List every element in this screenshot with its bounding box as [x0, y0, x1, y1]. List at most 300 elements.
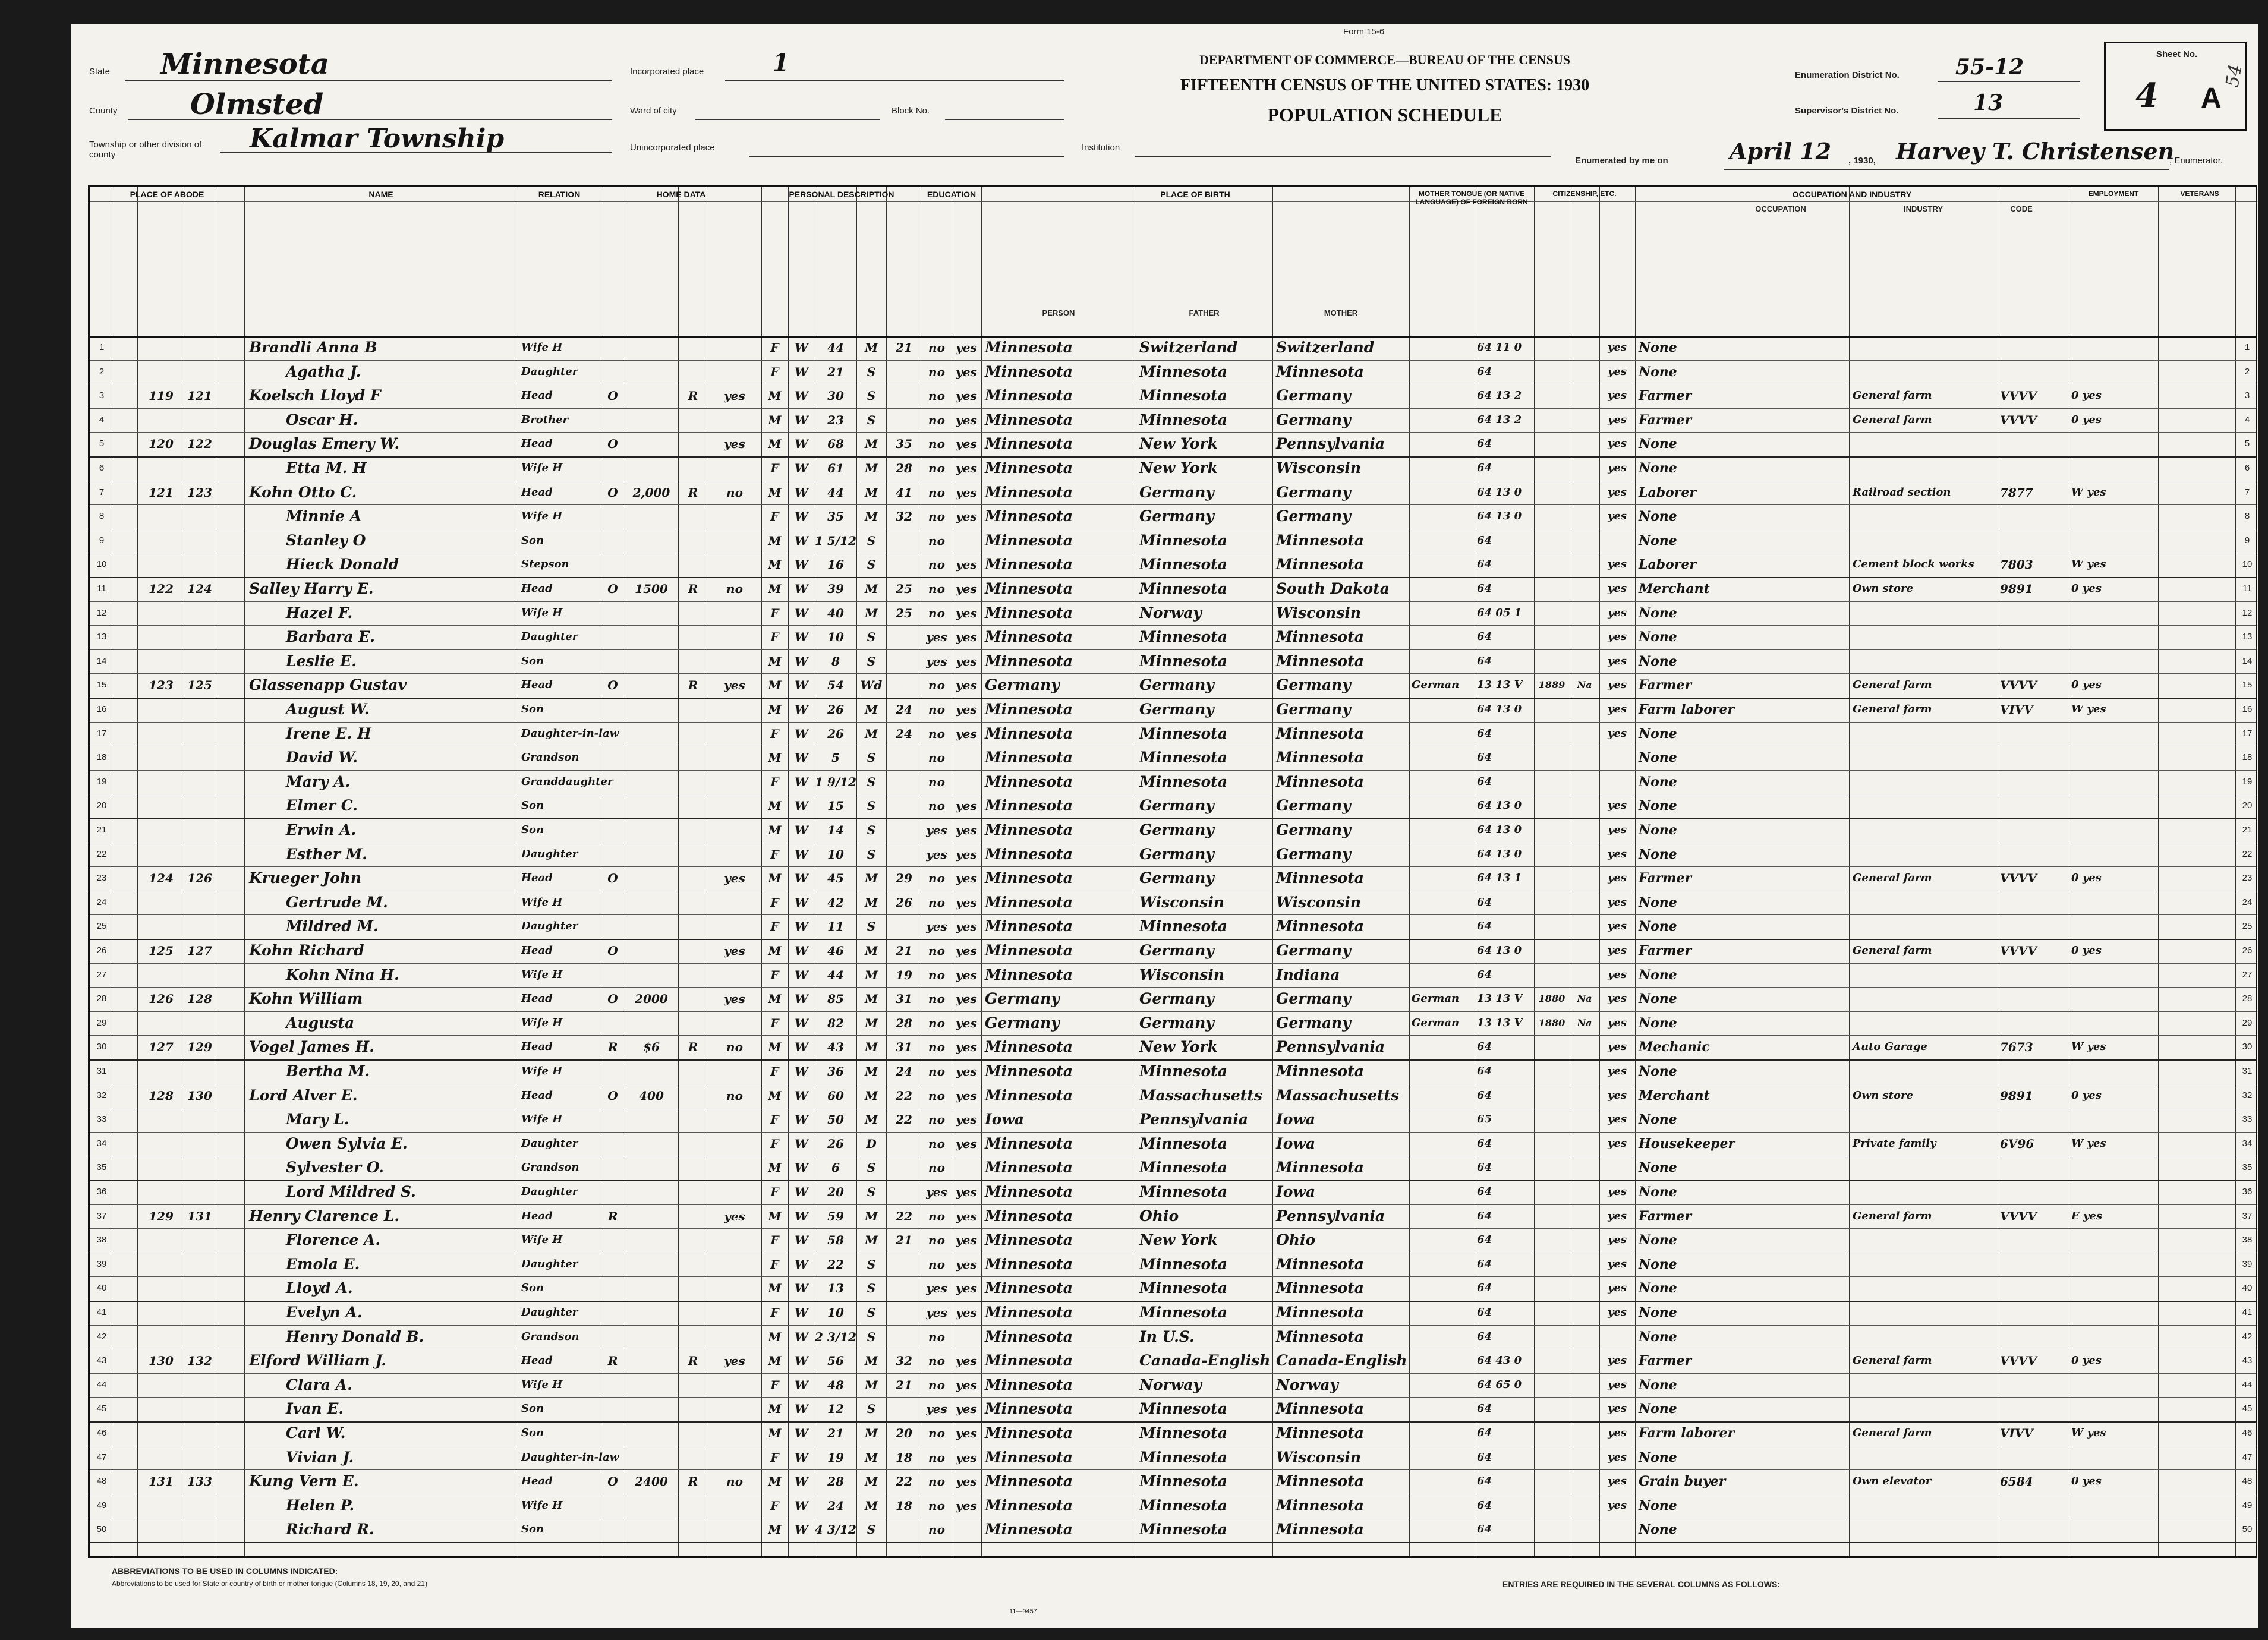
cell-rd: yes — [956, 1015, 977, 1030]
cell-n: 16 — [96, 704, 107, 714]
cell-rd: yes — [956, 605, 977, 620]
cell-sex: M — [768, 678, 782, 693]
cell-sch: no — [928, 557, 945, 572]
cell-mar: M — [864, 1209, 878, 1223]
cell-race: W — [795, 485, 808, 500]
cell-sch: no — [928, 1015, 945, 1030]
cell-code: 64 43 0 — [1477, 1354, 1522, 1367]
census-sheet — [71, 24, 2258, 1628]
cell-emp: 0 yes — [2071, 1475, 2102, 1488]
cell-sch: no — [928, 1209, 945, 1223]
stamp-number: 54 — [2222, 62, 2247, 89]
cell-mar: D — [866, 1136, 877, 1151]
cell-rd: yes — [956, 485, 977, 500]
cell-line-number-right: 46 — [2242, 1428, 2253, 1438]
cell-pb: Minnesota — [985, 556, 1073, 573]
cell-sex: M — [768, 1281, 782, 1296]
cell-rd: yes — [956, 895, 977, 910]
cell-code: 64 — [1477, 1475, 1492, 1488]
cell-eng: yes — [1607, 1427, 1627, 1439]
cell-mb: Minnesota — [1276, 749, 1364, 767]
cell-rd: yes — [956, 1064, 977, 1078]
group-mother-tongue: MOTHER TONGUE (OR NATIVE LANGUAGE) OF FOREIGN BORN — [1415, 190, 1528, 206]
cell-occ: None — [1639, 894, 1677, 910]
cell-code: 64 — [1477, 1402, 1492, 1415]
cell-mb: Germany — [1276, 797, 1351, 815]
cell-rel: Head — [521, 1475, 553, 1488]
cell-pb: Minnesota — [985, 1327, 1073, 1345]
cell-age: 42 — [827, 895, 844, 910]
cell-line-number-right: 9 — [2244, 535, 2250, 545]
group-place-of-abode: PLACE OF ABODE — [130, 190, 204, 199]
cell-emp: 0 yes — [2071, 1354, 2102, 1367]
cell-nat: Na — [1577, 1017, 1592, 1029]
cell-farm: no — [726, 485, 743, 500]
abbr-title: ABBREVIATIONS TO BE USED IN COLUMNS INDICATED: — [112, 1566, 338, 1576]
cell-age: 10 — [827, 1305, 844, 1320]
cell-race: W — [795, 1329, 808, 1344]
cell-n: 10 — [96, 559, 107, 570]
row-divider — [90, 1542, 2256, 1543]
ward-label: Ward of city — [630, 106, 677, 116]
cell-mb: Minnesota — [1276, 652, 1364, 670]
cell-sch: no — [928, 1112, 945, 1127]
cell-occ: None — [1639, 1497, 1677, 1513]
cell-emp: W yes — [2071, 485, 2106, 499]
cell-pb: Minnesota — [985, 1496, 1073, 1514]
cell-agem: 25 — [896, 582, 912, 596]
cell-emp: 0 yes — [2071, 1089, 2102, 1102]
cell-mb: South Dakota — [1276, 580, 1390, 597]
cell-code: 64 — [1477, 534, 1492, 547]
cell-agem: 18 — [896, 1450, 912, 1465]
cell-sex: F — [770, 509, 779, 524]
cell-mar: M — [864, 1498, 878, 1513]
table-row — [90, 818, 2256, 843]
cell-agem: 28 — [896, 1015, 912, 1030]
cell-code: 64 13 1 — [1477, 872, 1522, 885]
cell-rd: yes — [956, 799, 977, 813]
table-row — [90, 481, 2256, 505]
entries-title: ENTRIES ARE REQUIRED IN THE SEVERAL COLUMNS AS FOLLOWS: — [1502, 1579, 1780, 1589]
cell-code: 64 — [1477, 775, 1492, 788]
cell-age: 4 3/12 — [815, 1522, 856, 1537]
cell-race: W — [795, 1354, 808, 1368]
cell-name: Mildred M. — [286, 917, 379, 935]
group-divider — [90, 201, 2256, 202]
cell-n: 19 — [96, 776, 107, 787]
cell-occ: None — [1639, 798, 1677, 814]
cell-pb: Minnesota — [985, 1472, 1073, 1490]
cell-code: 64 — [1477, 1427, 1492, 1439]
cell-race: W — [795, 1426, 808, 1440]
cell-emp: 0 yes — [2071, 582, 2102, 595]
cell-sex: M — [768, 1209, 782, 1223]
cell-mar: M — [864, 1426, 878, 1440]
cell-ind: General farm — [1853, 389, 1932, 402]
township-value: Kalmar Township — [250, 124, 505, 154]
table-row — [90, 770, 2256, 794]
cell-eng: yes — [1607, 1065, 1627, 1077]
cell-eng: yes — [1607, 1016, 1627, 1029]
cell-own: O — [607, 1088, 618, 1103]
cell-dw: 121 — [149, 485, 174, 500]
cell-age: 1 9/12 — [815, 774, 856, 789]
cell-agem: 19 — [896, 967, 912, 982]
cell-sch: no — [928, 895, 945, 910]
cell-occ: None — [1639, 1015, 1677, 1031]
cell-rel: Brother — [521, 413, 569, 426]
cell-own: O — [607, 437, 618, 452]
cell-rd: yes — [956, 847, 977, 862]
cell-age: 13 — [827, 1281, 844, 1296]
cell-mb: Germany — [1276, 821, 1351, 838]
table-row — [90, 1132, 2256, 1156]
cell-eng: yes — [1607, 1282, 1627, 1295]
cell-mar: M — [864, 895, 878, 910]
cell-mb: Switzerland — [1276, 339, 1375, 356]
cell-mar: S — [867, 1185, 876, 1199]
cell-line-number-right: 38 — [2242, 1235, 2253, 1245]
cell-rd: yes — [956, 1354, 977, 1368]
cell-code: 64 — [1477, 1523, 1492, 1536]
cell-pb: Minnesota — [985, 1255, 1073, 1273]
cell-code: 64 13 0 — [1477, 510, 1522, 523]
cell-rel: Head — [521, 1040, 553, 1054]
cell-age: 12 — [827, 1402, 844, 1417]
cell-pb: Iowa — [985, 1111, 1025, 1128]
cell-sex: M — [768, 582, 782, 596]
cell-occ: Farmer — [1639, 871, 1692, 887]
cell-n: 37 — [96, 1210, 107, 1221]
cell-fb: Minnesota — [1139, 362, 1227, 380]
cell-rel: Wife H — [521, 341, 563, 354]
cell-mar: S — [867, 774, 876, 789]
cell-rel: Grandson — [521, 1330, 579, 1343]
cell-age: 6 — [831, 1160, 840, 1175]
cell-name: Clara A. — [286, 1376, 352, 1393]
cell-n: 5 — [99, 439, 105, 449]
cell-sch: no — [928, 605, 945, 620]
cell-line-number-right: 27 — [2242, 969, 2253, 980]
cell-n: 32 — [96, 1090, 107, 1100]
cell-sch: no — [928, 774, 945, 789]
cell-line-number-right: 16 — [2242, 704, 2253, 714]
cell-rd: yes — [956, 1257, 977, 1272]
cell-fb: Germany — [1139, 1014, 1214, 1032]
table-row — [90, 1011, 2256, 1036]
cell-line-number-right: 26 — [2242, 945, 2253, 955]
cell-sex: M — [768, 1402, 782, 1417]
cell-age: 59 — [827, 1209, 844, 1223]
cell-line-number-right: 45 — [2242, 1404, 2253, 1414]
cell-farm: yes — [724, 871, 745, 886]
cell-own: O — [607, 992, 618, 1007]
cell-race: W — [795, 799, 808, 813]
cell-farm: no — [726, 1040, 743, 1055]
cell-rel: Stepson — [521, 558, 569, 571]
cell-sex: M — [768, 702, 782, 717]
cell-mb: Minnesota — [1276, 556, 1364, 573]
table-row — [90, 456, 2256, 481]
cell-sex: F — [770, 919, 779, 934]
cell-rel: Wife H — [521, 510, 563, 523]
cell-rd: yes — [956, 1136, 977, 1151]
cell-n: 49 — [96, 1500, 107, 1510]
cell-code: 64 — [1477, 582, 1492, 595]
cell-line-number-right: 13 — [2242, 632, 2253, 642]
cell-age: 35 — [827, 509, 844, 524]
cell-sex: M — [768, 412, 782, 427]
cell-sch: no — [928, 1040, 945, 1055]
cell-dw: 130 — [149, 1354, 174, 1368]
cell-sex: M — [768, 557, 782, 572]
cell-code: 64 13 0 — [1477, 703, 1522, 715]
cell-code: 64 — [1477, 727, 1492, 740]
cell-line-number-right: 5 — [2244, 439, 2250, 449]
cell-mar: S — [867, 654, 876, 668]
cell-sex: M — [768, 654, 782, 668]
cell-code: 64 — [1477, 1257, 1492, 1270]
cell-own: O — [607, 389, 618, 403]
cell-code: 64 — [1477, 1185, 1492, 1198]
cell-code: 64 13 2 — [1477, 413, 1522, 426]
cell-fb: Germany — [1139, 942, 1214, 959]
cell-sch: no — [928, 1136, 945, 1151]
cell-mb: Germany — [1276, 1014, 1351, 1032]
cell-occ: Farmer — [1639, 412, 1692, 428]
table-row — [90, 963, 2256, 988]
cell-eng: yes — [1607, 920, 1627, 933]
enumerated-label: Enumerated by me on — [1575, 156, 1668, 166]
cell-name: Glassenapp Gustav — [249, 676, 407, 694]
cell-oc: 7803 — [2000, 557, 2033, 572]
cell-mb: Canada-English — [1276, 1352, 1407, 1370]
table-row — [90, 360, 2256, 384]
cell-sch: yes — [926, 847, 947, 862]
table-row — [90, 722, 2256, 746]
cell-eng: yes — [1607, 510, 1627, 523]
cell-race: W — [795, 1281, 808, 1296]
cell-mar: M — [864, 582, 878, 596]
cell-mb: Germany — [1276, 701, 1351, 718]
cell-oc: VVVV — [2000, 1354, 2037, 1368]
table-row — [90, 891, 2256, 915]
cell-age: 19 — [827, 1450, 844, 1465]
cell-mar: Wd — [860, 678, 883, 693]
table-row — [90, 649, 2256, 674]
cell-eng: yes — [1607, 1306, 1627, 1319]
cell-age: 28 — [827, 1474, 844, 1489]
cell-line-number-right: 34 — [2242, 1138, 2253, 1149]
cell-occ: None — [1639, 726, 1677, 742]
cell-code: 64 — [1477, 654, 1492, 667]
group-name: NAME — [368, 190, 393, 199]
group-employment: EMPLOYMENT — [2088, 190, 2139, 198]
cell-age: 43 — [827, 1040, 844, 1055]
cell-sch: no — [928, 944, 945, 958]
cell-pb: Minnesota — [985, 1038, 1073, 1056]
cell-occ: None — [1639, 822, 1677, 838]
cell-name: Vivian J. — [286, 1448, 354, 1466]
cell-ind: Own elevator — [1853, 1475, 1932, 1488]
cell-rel: Head — [521, 872, 553, 885]
cell-line-number-right: 4 — [2244, 414, 2250, 425]
cell-rel: Son — [521, 1523, 544, 1536]
cell-pb: Minnesota — [985, 483, 1073, 501]
cell-mar: M — [864, 1064, 878, 1078]
cell-race: W — [795, 630, 808, 645]
cell-sex: M — [768, 1160, 782, 1175]
institution-line — [1135, 156, 1551, 157]
cell-mar: M — [864, 967, 878, 982]
cell-occ: None — [1639, 774, 1677, 790]
table-row — [90, 1204, 2256, 1229]
cell-ind: Cement block works — [1853, 558, 1974, 571]
cell-emp: 0 yes — [2071, 389, 2102, 402]
cell-eng: yes — [1607, 727, 1627, 740]
group-home-data: HOME DATA — [656, 190, 706, 199]
cell-mar: M — [864, 1088, 878, 1103]
cell-sex: M — [768, 1354, 782, 1368]
table-row — [90, 529, 2256, 553]
cell-n: 15 — [96, 680, 107, 690]
cell-line-number-right: 19 — [2242, 776, 2253, 787]
table-row — [90, 1421, 2256, 1446]
cell-fb: Pennsylvania — [1139, 1111, 1249, 1128]
cell-code: 64 — [1477, 1499, 1492, 1512]
cell-age: 40 — [827, 605, 844, 620]
cell-sex: F — [770, 340, 779, 355]
cell-race: W — [795, 509, 808, 524]
cell-sex: F — [770, 1185, 779, 1199]
cell-n: 45 — [96, 1404, 107, 1414]
cell-race: W — [795, 1185, 808, 1199]
cell-mb: Wisconsin — [1276, 1448, 1362, 1466]
cell-rd: yes — [956, 389, 977, 403]
cell-n: 38 — [96, 1235, 107, 1245]
cell-eng: yes — [1607, 847, 1627, 860]
cell-fb: Minnesota — [1139, 1062, 1227, 1080]
cell-eng: yes — [1607, 654, 1627, 667]
cell-pb: Minnesota — [985, 724, 1073, 742]
department-title: DEPARTMENT OF COMMERCE—BUREAU OF THE CENSUS — [1199, 52, 1571, 67]
sheet-side: A — [2201, 83, 2222, 114]
table-row — [90, 673, 2256, 698]
cell-sex: M — [768, 1088, 782, 1103]
cell-radio: R — [688, 1474, 698, 1489]
cell-name: Hazel F. — [286, 604, 353, 622]
cell-sch: no — [928, 726, 945, 741]
block-label: Block No. — [892, 106, 930, 116]
cell-sch: no — [928, 1498, 945, 1513]
cell-sex: F — [770, 1450, 779, 1465]
unincorporated-label: Unincorporated place — [630, 143, 715, 153]
cell-pb: Minnesota — [985, 387, 1073, 405]
supervisor-label: Supervisor's District No. — [1795, 106, 1899, 116]
cell-rel: Wife H — [521, 606, 563, 619]
cell-sch: no — [928, 437, 945, 452]
cell-rd: yes — [956, 678, 977, 693]
cell-sch: no — [928, 1474, 945, 1489]
colhead-person: PERSON — [1042, 308, 1075, 317]
cell-pb: Minnesota — [985, 604, 1073, 622]
cell-race: W — [795, 774, 808, 789]
cell-n: 20 — [96, 800, 107, 811]
form-number: Form 15-6 — [1343, 27, 1385, 37]
cell-occ: Grain buyer — [1639, 1474, 1726, 1490]
cell-mb: Iowa — [1276, 1111, 1316, 1128]
cell-name: Kohn Otto C. — [249, 483, 357, 501]
cell-agem: 28 — [896, 461, 912, 475]
cell-mar: S — [867, 1402, 876, 1417]
cell-tongue: German — [1412, 992, 1460, 1005]
cell-sch: no — [928, 340, 945, 355]
cell-eng: yes — [1607, 1450, 1627, 1464]
cell-sch: no — [928, 678, 945, 693]
cell-line-number-right: 25 — [2242, 921, 2253, 932]
cell-n: 41 — [96, 1307, 107, 1317]
cell-sch: yes — [926, 630, 947, 645]
cell-n: 14 — [96, 655, 107, 666]
cell-sch: yes — [926, 823, 947, 837]
cell-eng: yes — [1607, 824, 1627, 836]
cell-fb: Germany — [1139, 507, 1214, 525]
cell-sch: no — [928, 1160, 945, 1175]
cell-mb: Wisconsin — [1276, 893, 1362, 911]
cell-fb: Germany — [1139, 797, 1214, 815]
cell-pb: Minnesota — [985, 893, 1073, 911]
cell-age: 2 3/12 — [815, 1329, 856, 1344]
enumerator-label: , Enumerator. — [2169, 156, 2223, 166]
table-row — [90, 914, 2256, 939]
cell-age: 50 — [827, 1112, 844, 1127]
cell-code: 13 13 V — [1477, 992, 1523, 1005]
cell-mb: Minnesota — [1276, 917, 1364, 935]
state-value: Minnesota — [160, 48, 330, 81]
table-row — [90, 843, 2256, 867]
cell-name: Elmer C. — [286, 797, 358, 815]
cell-rd: yes — [956, 871, 977, 886]
cell-fb: Minnesota — [1139, 1400, 1227, 1418]
cell-name: Gertrude M. — [286, 893, 388, 911]
cell-mb: Minnesota — [1276, 772, 1364, 790]
cell-sex: F — [770, 1112, 779, 1127]
cell-line-number-right: 41 — [2242, 1307, 2253, 1317]
cell-pb: Minnesota — [985, 797, 1073, 815]
cell-n: 11 — [97, 584, 106, 594]
cell-mar: S — [867, 1329, 876, 1344]
table-row — [90, 1108, 2256, 1132]
cell-code: 64 — [1477, 462, 1492, 474]
cell-rd: yes — [956, 919, 977, 934]
cell-fb: Minnesota — [1139, 749, 1227, 767]
cell-sch: no — [928, 582, 945, 596]
cell-eng: yes — [1607, 968, 1627, 981]
cell-line-number-right: 3 — [2244, 390, 2250, 401]
cell-agem: 29 — [896, 871, 912, 886]
cell-rel: Wife H — [521, 895, 563, 909]
group-occupation-industry: OCCUPATION AND INDUSTRY — [1792, 190, 1912, 199]
cell-line-number-right: 29 — [2242, 1017, 2253, 1028]
cell-occ: None — [1639, 605, 1677, 621]
cell-farm: no — [726, 1088, 743, 1103]
cell-sex: F — [770, 1015, 779, 1030]
cell-occ: Farmer — [1639, 1208, 1692, 1224]
table-row — [90, 1084, 2256, 1108]
cell-sex: M — [768, 871, 782, 886]
cell-name: Etta M. H — [286, 459, 367, 477]
